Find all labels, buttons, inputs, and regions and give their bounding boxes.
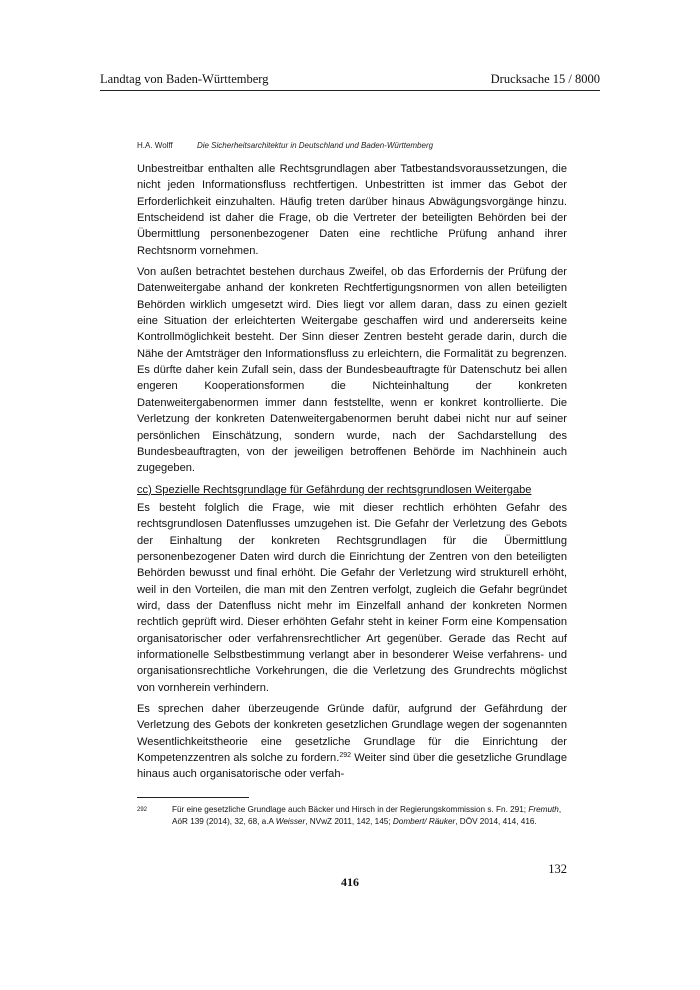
paragraph-4-text-before: Es sprechen daher überzeugende Gründe dafür, aufgrund der Gefährdung der Verletzung des Gebots der konkreten gesetzlichen Grundlage wegen der sogenannten Wesentlichkeitstheorie eine gesetzliche Grundlage für die Einrichtung der Kompetenzzentren als solche zu fordern. bbox=[137, 703, 567, 765]
footnote-author: Weisser bbox=[275, 817, 306, 826]
running-header-title: Die Sicherheitsarchitektur in Deutschland und Baden-Württemberg bbox=[196, 141, 434, 150]
print-page-number: 416 bbox=[341, 875, 359, 889]
document-header bbox=[100, 72, 600, 90]
header-right-text: Drucksache 15 / 8000 bbox=[490, 72, 600, 86]
running-header bbox=[137, 141, 567, 150]
footnote-part: , DÖV 2014, 414, 416. bbox=[455, 817, 537, 826]
paragraph-4-text-after: Weiter sind über die gesetzliche Grundlage hinaus auch organisatorische oder verfah- bbox=[137, 752, 567, 781]
page-number: 132 bbox=[548, 862, 567, 876]
footnote-reference: 292 bbox=[339, 752, 351, 760]
footnote-text bbox=[172, 804, 567, 828]
footnote-number: 292 bbox=[137, 807, 148, 813]
paragraph-3: Es besteht folglich die Frage, wie mit dieser rechtlich erhöhten Gefahr des rechtsgrundlosen Datenflusses umzugehen ist. Die Gefahr der Verletzung des Gebots der Einhaltung der konkreten Rechtsgrundlagen für die Übermittlung personenbezogener Daten wird durch die Einrichtung der Zentren von den beteiligten Behörden bewusst und final erhöht. Die Gefahr der Verletzung wird strukturell erhöht, weil in den Vorteilen, die man mit den Zentren verfolgt, zugleich die Gefahr begründet wird, dass der Datenfluss nicht mehr im Einzelfall anhand der konkreten Normen rechtlich geprüft wird. Dieser erhöhten Gefahr steht in keiner Form eine Kompensation organisatorischer oder verfahrensrechtlicher Art gegenüber. Gerade das Recht auf informationelle Selbstbestimmung verlangt aber in besonderer Weise verfahrens- und organisationsrechtliche Vorkehrungen, die die Verletzung des Grundrechts möglichst von vornherein verhindern. bbox=[137, 501, 567, 694]
footnote-part: , NVwZ 2011, 142, 145; bbox=[305, 817, 393, 826]
paragraph-4 bbox=[137, 701, 567, 783]
paragraph-2: Von außen betrachtet bestehen durchaus Zweifel, ob das Erfordernis der Prüfung der Datenweitergabe anhand der konkreten Rechtfertigungsnormen von allen beteiligten Behörden wirklich umgesetzt wird. Dies liegt vor allem daran, dass zu einen gezielt eine Situation der erleichterten Weitergabe geschaffen wird und andererseits keine Kontrollmöglichkeit besteht. Der Sinn dieser Zentren besteht gerade darin, durch die Nähe der Amtsträger den Informationsfluss zu erleichtern, die Formalität zu begrenzen. Es dürfte daher kein Zufall sein, dass der Bundesbeauftragte für Datenschutz bei allen engeren Kooperationsformen die Nichteinhaltung der konkreten Datenweitergabenormen immer dann feststellte, wenn er konkret kontrollierte. Die Verletzung der konkreten Datenweitergabenormen beruht dabei nicht nur auf seiner persönlichen Einschätzung, sondern wurde, nach der Sachdarstellung des Bundesbeauftragten, von der jeweiligen betroffenen Behörde im Nachhinein auch zugegeben. bbox=[137, 266, 567, 475]
footnote-rule bbox=[137, 797, 249, 798]
running-header-author: H.A. Wolff bbox=[137, 141, 173, 150]
footnote-part: Für eine gesetzliche Grundlage auch Bäcker und Hirsch in der Regierungskommission s. Fn. 291; bbox=[172, 805, 529, 814]
section-heading: cc) Spezielle Rechtsgrundlage für Gefährdung der rechtsgrundlosen Weitergabe bbox=[137, 483, 532, 496]
header-rule bbox=[100, 90, 600, 91]
header-left-text: Landtag von Baden-Württemberg bbox=[100, 72, 269, 86]
footnote-author: Dombert/ Räuker bbox=[392, 817, 456, 826]
paragraph-1: Unbestreitbar enthalten alle Rechtsgrundlagen aber Tatbestandsvoraussetzungen, die nicht jeden Informationsfluss rechtfertigen. Unbestritten ist immer das Gebot der Erforderlichkeit einzuhalten. Häufig treten darüber hinaus Abwägungsvorgänge hinzu. Entscheidend ist daher die Frage, ob die Vertreter der beteiligten Behörden bei der Übermittlung personenbezogener Daten eine rechtliche Prüfung anhand ihrer Rechtsnorm vornehmen. bbox=[137, 163, 567, 257]
footnote bbox=[137, 804, 567, 828]
footnote-part: , AöR 139 (2014), 32, 68, a.A bbox=[172, 805, 562, 826]
footnote-author: Fremuth bbox=[528, 805, 559, 814]
body-text bbox=[137, 161, 567, 788]
